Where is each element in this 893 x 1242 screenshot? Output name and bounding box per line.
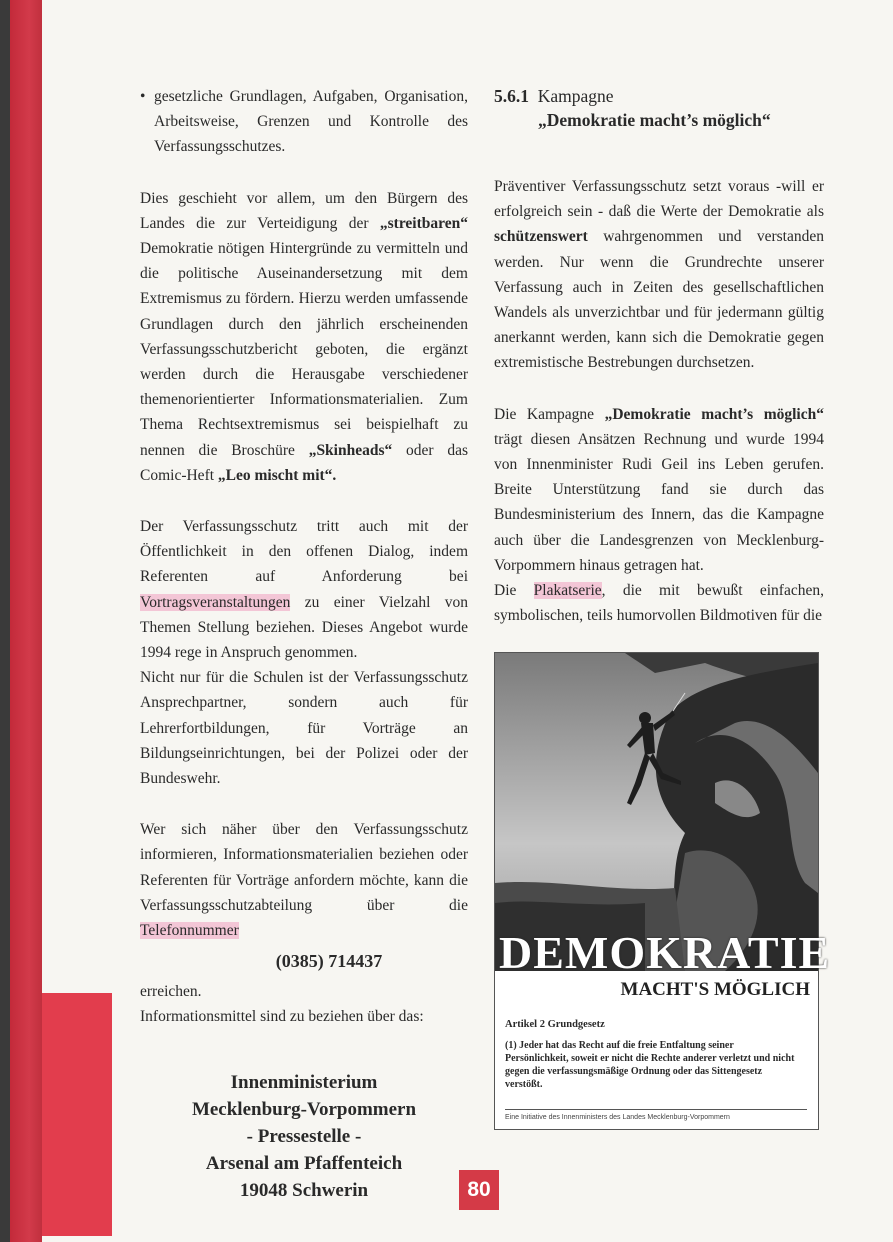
text-run: trägt diesen Ansätzen Rechnung und wurde 1994 von Innenminister Rudi Geil ins Leben gerufen. Breite Unterstützung fand sie durch das Bundesministerium des Innern, das die Kampagne auch über die Landesgrenzen von Mecklenburg-Vorpommern hinaus getragen hat.	[494, 430, 824, 574]
text-run: , die mit bewußt einfachen, symbolischen, teils humorvollen Bildmotiven für die	[494, 582, 824, 625]
red-spine	[10, 0, 42, 1242]
binding-edge	[0, 0, 10, 1242]
bold-term-leo: „Leo mischt mit“.	[217, 466, 337, 484]
text-run: Die	[494, 582, 534, 600]
highlight-vortrag: Vortragsveranstaltungen	[140, 593, 291, 611]
bold-term-skinheads: „Skinheads“	[308, 441, 393, 459]
address-line: 19048 Schwerin	[239, 1179, 369, 1201]
poster-subtitle: MACHT'S MÖGLICH	[620, 979, 810, 1000]
red-margin-block	[42, 993, 112, 1236]
bullet-item	[140, 84, 468, 160]
poster-title: DEMOKRATIE	[499, 927, 831, 978]
highlight-plakatserie: Plakatserie	[533, 582, 602, 600]
paragraph-dialog	[140, 514, 468, 665]
text-run: Dies geschieht vor allem, um den Bürgern des Landes die zur Verteidigung der	[140, 189, 468, 232]
address-block	[140, 1069, 468, 1204]
highlight-telefon: Telefonnummer	[140, 922, 239, 940]
paragraph-campaign	[494, 402, 824, 578]
poster-divider	[505, 1109, 807, 1110]
bullet-icon: •	[140, 88, 146, 105]
section-title: Kampagne	[537, 86, 614, 106]
paragraph-contact	[140, 817, 468, 943]
campaign-poster	[494, 652, 831, 1130]
poster-article-heading: Artikel 2 Grundgesetz	[505, 1019, 605, 1030]
text-run: wahrgenommen und verstanden werden. Nur wenn die Grundrechte unserer Verfassung auch in Zeiten des gesellschaftlichen Wandels als unverzichtbar und für jedermann gültig anerkannt werden, kann sich die Demokratie gegen extremistische Bestrebungen durchsetzen.	[494, 228, 824, 372]
paragraph-posters	[494, 578, 824, 628]
text-run: Wer sich näher über den Verfassungsschutz informieren, Informationsmaterialien beziehen oder Referenten für Vorträge anfordern möchte, kann die Verfassungsschutzabteilung über die	[140, 821, 468, 914]
text-run: Die Kampagne	[494, 405, 605, 423]
text-run: Präventiver Verfassungsschutz setzt voraus -will er erfolgreich sein - daß die Werte der Demokratie als	[494, 178, 824, 221]
left-column	[140, 84, 468, 1204]
section-number: 5.6.1	[494, 86, 529, 106]
page-number: 80	[459, 1170, 499, 1210]
climber-photo	[495, 653, 818, 971]
poster-footer: Eine Initiative des Innenministers des Landes Mecklenburg-Vorpommern	[505, 1114, 730, 1121]
text-run: Demokratie nötigen Hintergründe zu vermitteln und die politische Auseinandersetzung mit dem Extremismus zu fördern. Hierzu werden umfassende Grundlagen durch den jährlich erscheinenden Verfassungsschutzbericht geboten, die ergänzt werden durch die Herausgabe verschiedener themenorientierter Informationsmaterialien. Zum Thema Rechtsextremismus sei beispielhaft zu nennen die Broschüre	[140, 240, 468, 459]
paragraph-prevention	[494, 174, 824, 376]
text-run: Der Verfassungsschutz tritt auch mit der Öffentlichkeit in den offenen Dialog, indem Referenten auf Anforderung bei	[140, 518, 468, 586]
section-subtitle: „Demokratie macht’s möglich“	[538, 110, 771, 130]
address-line: Arsenal am Pfaffenteich	[205, 1152, 403, 1174]
climber-image	[495, 653, 818, 971]
reach-text: erreichen.	[140, 982, 202, 1000]
bullet-text: gesetzliche Grundlagen, Aufgaben, Organisation, Arbeitsweise, Grenzen und Kontrolle des Verfassungsschutzes.	[154, 88, 468, 156]
address-line: Mecklenburg-Vorpommern	[191, 1098, 417, 1120]
bold-term-streitbaren: „streitbaren“	[379, 214, 468, 232]
bold-term-schuetzenswert: schützenswert	[494, 228, 588, 246]
phone-number: (0385) 714437	[275, 951, 383, 972]
address-line: - Pressestelle -	[246, 1125, 362, 1147]
poster-article-text: (1) Jeder hat das Recht auf die freie Entfaltung seiner Persönlichkeit, soweit er nicht die Rechte anderer verletzt und nicht gegen die verfassungsmäßige Ordnung oder das Sittengesetz verstößt.	[505, 1040, 795, 1090]
right-column	[494, 84, 824, 628]
address-line: Innenministerium	[230, 1071, 378, 1093]
paragraph-purpose	[140, 186, 468, 488]
text-run: oder das Comic-Heft	[140, 441, 468, 484]
text-run: zu einer Vielzahl von Themen Stellung beziehen. Dieses Angebot wurde 1994 rege in Anspruch genommen.	[140, 593, 468, 662]
info-text: Informationsmittel sind zu beziehen über das:	[140, 1007, 424, 1025]
paragraph-schools: Nicht nur für die Schulen ist der Verfassungsschutz Ansprechpartner, sondern auch für Lehrerfortbildungen, für Vorträge an Bildungseinrichtungen, bei der Polizei oder der Bundeswehr.	[140, 669, 468, 788]
section-heading	[494, 84, 824, 132]
bold-term-campaign: „Demokratie macht’s möglich“	[604, 405, 824, 423]
